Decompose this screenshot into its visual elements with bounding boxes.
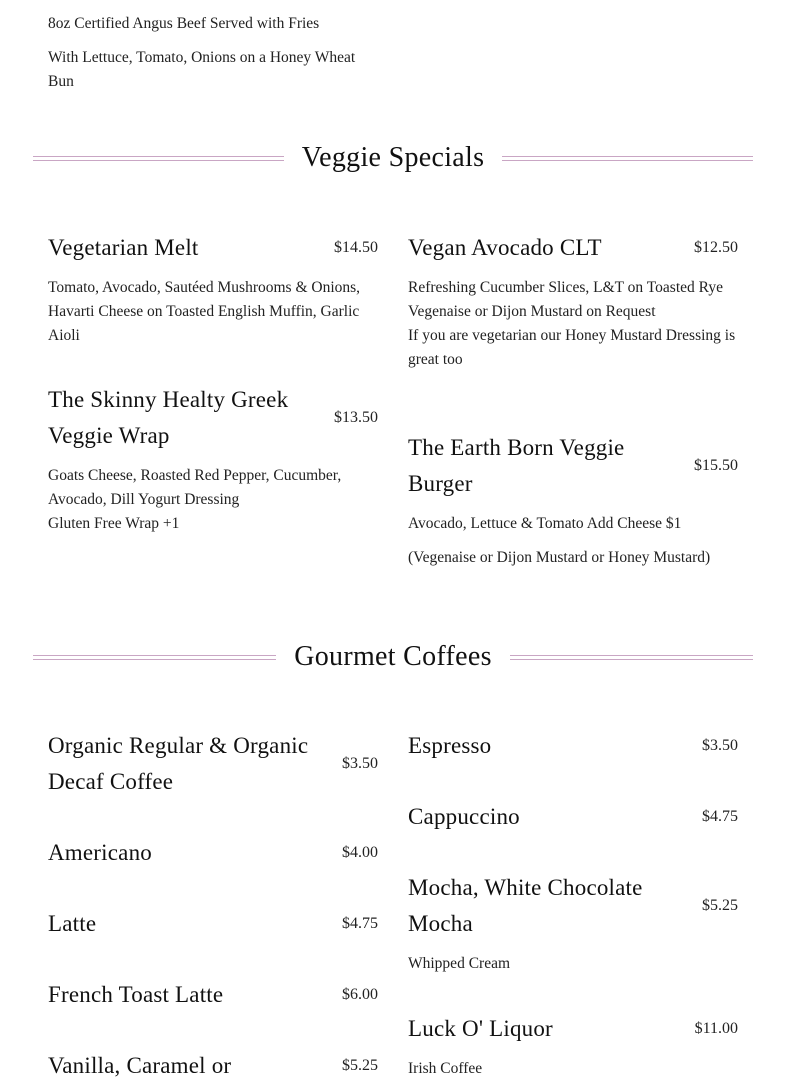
menu-item-price: $4.75 xyxy=(342,915,378,932)
menu-item-title: Mocha, White Chocolate Mocha xyxy=(408,875,643,936)
item-description: (Vegenaise or Dijon Mustard or Honey Mustard) xyxy=(408,549,711,566)
menu-item-title: Vegan Avocado CLT xyxy=(408,235,602,260)
menu-item-price: $11.00 xyxy=(694,1020,738,1037)
description-group xyxy=(48,464,378,536)
menu-item-title: The Skinny Healty Greek Veggie Wrap xyxy=(48,387,289,448)
item-description: If you are vegetarian our Honey Mustard Dressing is great too xyxy=(408,327,736,368)
menu-item-header xyxy=(408,799,738,835)
menu-item-price: $6.00 xyxy=(342,986,378,1003)
section-title: Gourmet Coffees xyxy=(294,641,492,672)
item-description: Goats Cheese, Roasted Red Pepper, Cucumber, Avocado, Dill Yogurt Dressing xyxy=(48,467,342,508)
menu-item xyxy=(48,1048,378,1084)
menu-item-header xyxy=(408,870,738,942)
menu-item-header xyxy=(48,977,378,1013)
description-group xyxy=(408,546,738,570)
menu-item-price: $14.50 xyxy=(334,239,378,256)
description-group xyxy=(408,512,738,536)
item-description: Gluten Free Wrap +1 xyxy=(48,515,180,532)
divider-right xyxy=(502,156,753,161)
section-title: Veggie Specials xyxy=(301,142,485,173)
menu-item-title: Vanilla, Caramel or xyxy=(48,1053,232,1078)
menu-item-price: $3.50 xyxy=(342,755,378,772)
item-description: Irish Coffee xyxy=(408,1060,483,1077)
menu-item-price: $4.75 xyxy=(702,808,738,825)
menu-item-header xyxy=(48,728,378,800)
menu-item xyxy=(48,906,378,942)
menu-item xyxy=(408,728,738,764)
menu-item xyxy=(48,835,378,871)
menu-item-header xyxy=(48,835,378,871)
menu-item-title: The Earth Born Veggie Burger xyxy=(408,435,625,496)
menu-item-title: Organic Regular & Organic Decaf Coffee xyxy=(48,733,309,794)
menu-item-price: $12.50 xyxy=(694,239,738,256)
menu-item-title: French Toast Latte xyxy=(48,982,224,1007)
menu-item-header xyxy=(48,906,378,942)
menu-item xyxy=(48,728,378,800)
description-group xyxy=(408,952,738,976)
menu-item-header xyxy=(408,230,738,266)
menu-item-title: Americano xyxy=(48,840,152,865)
menu-item-title: Cappuccino xyxy=(408,804,520,829)
menu-item-price: $5.25 xyxy=(342,1057,378,1074)
description-group xyxy=(408,276,738,372)
divider-left xyxy=(33,655,276,660)
menu-item-title: Latte xyxy=(48,911,97,936)
divider-right xyxy=(510,655,753,660)
item-description: Avocado, Lettuce & Tomato Add Cheese $1 xyxy=(408,515,682,532)
menu-item-price: $3.50 xyxy=(702,737,738,754)
description-group xyxy=(48,276,378,348)
item-description: Whipped Cream xyxy=(408,955,511,972)
item-description: Tomato, Avocado, Sautéed Mushrooms & Onions, Havarti Cheese on Toasted English Muffin, Garlic Aioli xyxy=(48,279,361,344)
menu-item-title: Luck O' Liquor xyxy=(408,1016,553,1041)
description-group xyxy=(48,46,358,94)
menu-item-header xyxy=(48,382,378,454)
menu-item-burger-description xyxy=(48,2,358,94)
menu-item-title: Espresso xyxy=(408,733,492,758)
menu-item xyxy=(48,382,378,536)
menu-item xyxy=(408,230,738,372)
item-description: 8oz Certified Angus Beef Served with Fries xyxy=(48,15,320,32)
menu-item-title: Vegetarian Melt xyxy=(48,235,199,260)
menu-item xyxy=(408,430,738,570)
menu-item-header xyxy=(48,230,378,266)
menu-item-header xyxy=(408,1011,738,1047)
menu-item xyxy=(48,230,378,348)
item-description: With Lettuce, Tomato, Onions on a Honey Wheat Bun xyxy=(48,49,356,90)
item-description: Refreshing Cucumber Slices, L&T on Toasted Rye xyxy=(408,279,723,296)
menu-item-price: $4.00 xyxy=(342,844,378,861)
menu-item xyxy=(408,870,738,976)
menu-item-price: $15.50 xyxy=(694,457,738,474)
menu-item-header xyxy=(48,1048,378,1084)
menu-item xyxy=(408,799,738,835)
divider-left xyxy=(33,156,284,161)
section-header-gourmet-coffees xyxy=(33,637,753,677)
menu-item xyxy=(48,977,378,1013)
menu-item-header xyxy=(408,728,738,764)
menu-item xyxy=(408,1011,738,1081)
item-description: Vegenaise or Dijon Mustard on Request xyxy=(408,303,656,320)
menu-item-header xyxy=(408,430,738,502)
menu-item-price: $5.25 xyxy=(702,897,738,914)
description-group xyxy=(408,1057,738,1081)
section-header-veggie-specials xyxy=(33,138,753,178)
menu-item-price: $13.50 xyxy=(334,409,378,426)
description-group xyxy=(48,12,358,36)
